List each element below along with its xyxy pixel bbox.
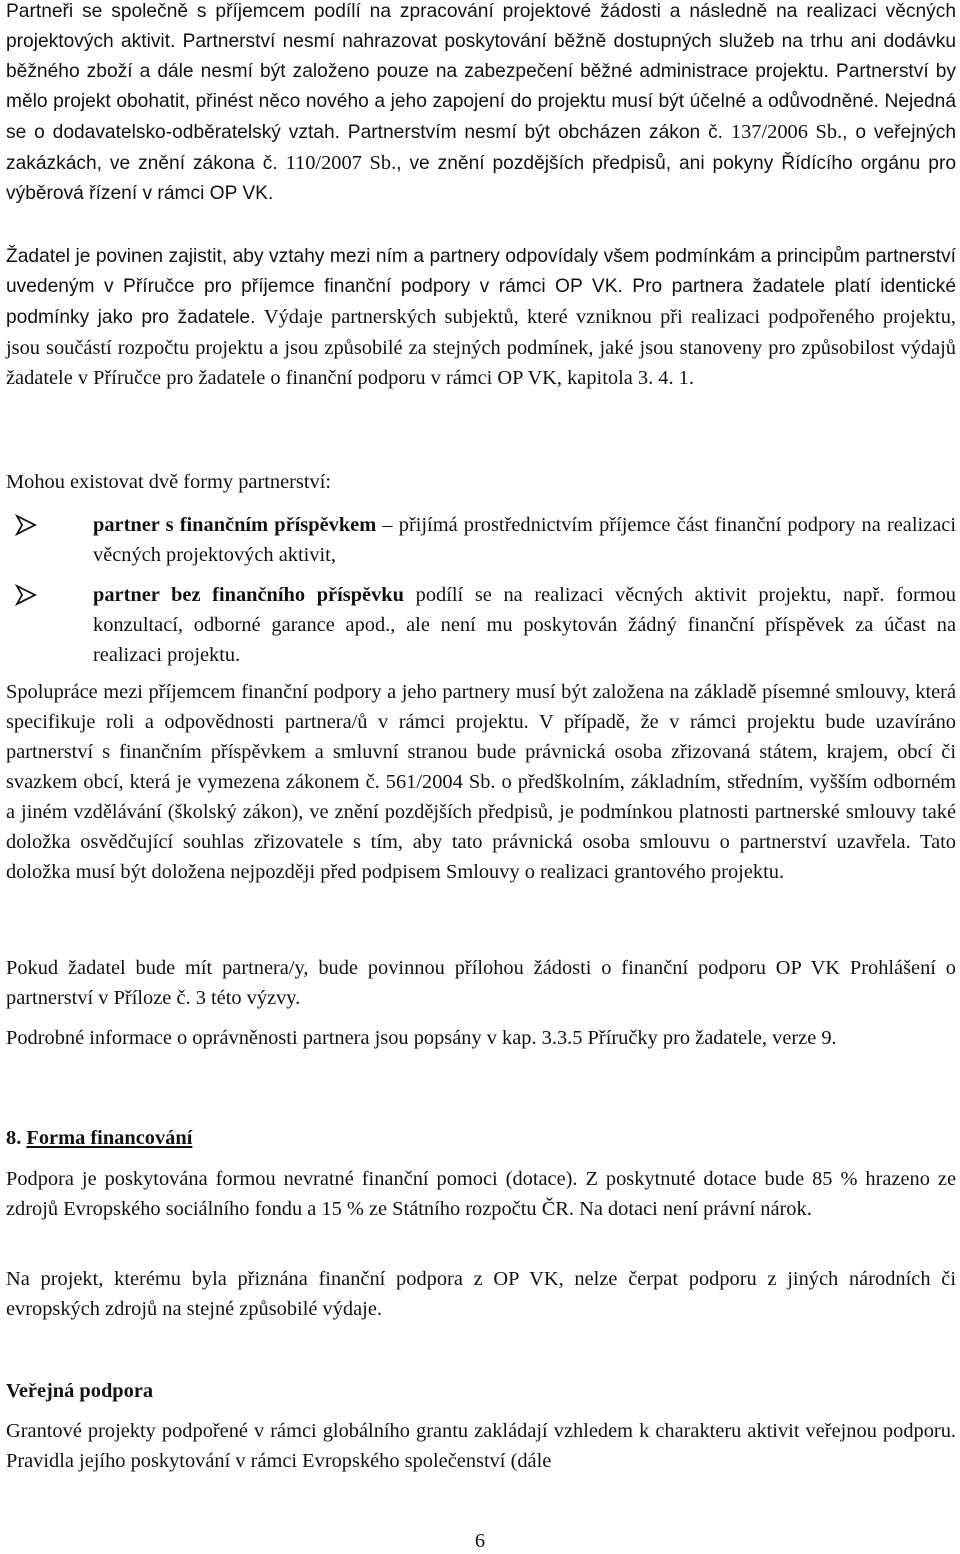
paragraph-cooperation	[6, 677, 956, 887]
paragraph-text: , o veřejných zakázkách, ve znění zákona č.	[6, 122, 956, 174]
paragraph-partners-intro	[6, 0, 956, 209]
paragraph-financing	[6, 1164, 956, 1224]
paragraph-text: Pokud žadatel bude mít partnera/y, bude povinnou přílohou žádosti o finanční podporu OP VK Prohlášení o partnerství v Příloze č. 3 této výzvy.	[6, 957, 956, 1009]
page-number: 6	[474, 1530, 486, 1552]
public-support-heading	[6, 1376, 956, 1406]
paragraph-text: Na projekt, kterému byla přiznána finanční podpora z OP VK, nelze čerpat podporu z jiných národních či evropských zdrojů na stejné způsobilé výdaje.	[6, 1268, 956, 1320]
paragraph-no-double-funding	[6, 1264, 956, 1324]
paragraph-text: Podpora je poskytována formou nevratné finanční pomoci (dotace). Z poskytnuté dotace bude 85 % hrazeno ze zdrojů Evropského sociálního fondu a 15 % ze Státního rozpočtu ČR. Na dotaci není právní nárok.	[6, 1168, 956, 1220]
section-title: Forma financování	[26, 1127, 193, 1149]
list-item	[6, 510, 956, 570]
list-item-text	[93, 510, 956, 570]
paragraph-text: Partneři se společně s příjemcem podílí na zpracování projektové žádosti a následně na realizaci věcných projektových aktivit. Partnerství nesmí nahrazovat poskytování běžně dostupných služeb na trhu ani dodávku běžného zboží a dále nesmí být založeno pouze na zabezpečení běžné administrace projektu. Partnerství by mělo projekt obohatit, přinést něco nového a jeho zapojení do projektu musí být účelné a odůvodněné. Nejedná se o dodavatelsko-odběratelský vztah. Partnerstvím nesmí být obcházen zákon č.	[6, 1, 956, 143]
paragraph-declaration	[6, 953, 956, 1013]
paragraph-text: Žadatel je povinen zajistit, aby vztahy mezi ním a partnery odpovídaly všem podmínkám a principům partnerství uvedeným v Příručce pro příjemce finanční podpory v rámci OP VK. Pro partnera žadatele platí identické podmínky jako pro žadatele.	[6, 246, 956, 328]
forms-intro	[6, 467, 956, 497]
paragraph-text: Grantové projekty podpořené v rámci globálního grantu zakládají vzhledem k charakteru aktivit veřejnou podporu. Pravidla jejího poskytování v rámci Evropského společenství (dále	[6, 1420, 956, 1472]
forms-intro-text: Mohou existovat dvě formy partnerství:	[6, 471, 332, 493]
paragraph-text: Podrobné informace o oprávněnosti partnera jsou popsány v kap. 3.3.5 Příručky pro žadatele, verze 9.	[6, 1027, 837, 1049]
section-number: 8.	[6, 1127, 22, 1149]
paragraph-text: Výdaje partnerských subjektů, které vzniknou při realizaci podpořeného projektu, jsou součástí rozpočtu projektu a jsou způsobilé za stejných podmínek, jaké jsou stanoveny pro způsobilost výdajů žadatele v Příručce pro žadatele o finanční podporu v rámci OP VK, kapitola 3. 4. 1.	[6, 306, 956, 389]
paragraph-text: 110/2007 Sb.	[285, 152, 397, 174]
section-heading	[6, 1123, 956, 1153]
paragraph-eligibility	[6, 1023, 956, 1053]
list-item-term: partner s finančním příspěvkem	[93, 514, 377, 536]
paragraph-text: 137/2006 Sb.	[730, 121, 843, 143]
list-item-description: podílí se na realizaci věcných aktivit projektu, např. formou konzultací, odborné garance apod., ale není mu poskytován žádný finanční příspěvek za účast na realizaci projektu.	[93, 584, 956, 666]
list-item	[6, 580, 956, 670]
arrowhead-bullet-icon	[14, 513, 38, 537]
heading-text: Veřejná podpora	[6, 1380, 154, 1402]
paragraph-text: , ve znění pozdějších předpisů, ani pokyny Řídícího orgánu pro výběrová řízení v rámci OP VK.	[6, 153, 957, 204]
list-item-description: – přijímá prostřednictvím příjemce část finanční podpory na realizaci věcných projektových aktivit,	[93, 514, 956, 566]
list-item-term: partner bez finančního příspěvku	[93, 584, 404, 606]
paragraph-public-support	[6, 1416, 956, 1476]
list-item-text	[93, 580, 956, 670]
paragraph-applicant-duties	[6, 242, 956, 393]
paragraph-text: Spolupráce mezi příjemcem finanční podpory a jeho partnery musí být založena na základě písemné smlouvy, která specifikuje roli a odpovědnosti partnera/ů v rámci projektu. V případě, že v rámci projektu bude uzavíráno partnerství s finančním příspěvkem a smluvní stranou bude právnická osoba zřizovaná státem, krajem, obcí či svazkem obcí, která je vymezena zákonem č. 561/2004 Sb. o předškolním, základním, středním, vyšším odborném a jiném vzdělávání (školský zákon), ve znění pozdějších předpisů, je podmínkou platnosti partnerské smlouvy také doložka osvědčující souhlas zřizovatele s tím, aby tato právnická osoba smlouvu o partnerství uzavřela. Tato doložka musí být doložena nejpozději před podpisem Smlouvy o realizaci grantového projektu.	[6, 681, 956, 883]
arrowhead-bullet-icon	[14, 583, 38, 607]
